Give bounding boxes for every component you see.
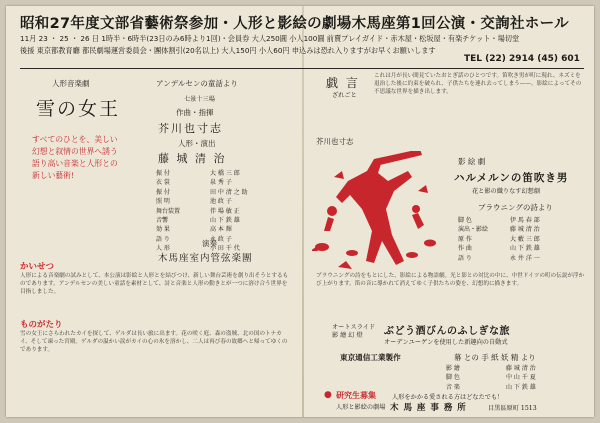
- office-address: 目黒區原町 1513: [488, 405, 537, 412]
- recruit-text: 人形をかかる愛される方はどなたでも！: [392, 394, 504, 401]
- main-title: 昭和27年度文部省藝術祭参加・人形と影絵の劇場木馬座第1回公演・交詢社ホール: [20, 16, 569, 32]
- cast-row: 照 明 池 政 子: [156, 198, 232, 206]
- browning-source: ブラウニングの詩より: [478, 203, 553, 212]
- slide-title: ぶどう酒びんのふしぎな旅: [384, 326, 510, 337]
- cast-row: 作 曲 山 下 鉄 雄: [458, 245, 540, 253]
- recruit-sub: 人形と影絵の劇場: [336, 404, 386, 411]
- orchestra-name: 木馬座室内管弦楽團: [158, 253, 253, 264]
- subtitle-top: 人形音楽劇: [52, 79, 90, 88]
- credit-row: 音 楽 山 下 鉄 雄: [446, 383, 536, 391]
- piper-silhouette-illustration: [312, 151, 442, 271]
- cast-row: 語 り 永 政 子: [156, 235, 232, 243]
- kaisetsu-text: 人形による音楽劇の試みとして、本公演は影絵と人形とを結びつけ、新しい舞台芸術を創り出そうとするものであります。アンデルセンの美しい童話を素材として、詩と音楽と人形の動きとが一つに溶け合う世界を目指しました。: [20, 273, 289, 295]
- section-monogatari: ものがたり: [20, 320, 63, 330]
- writer-name: 芥川也寸志: [158, 122, 223, 135]
- gikyoku-author: 芥川也寸志: [316, 137, 354, 146]
- kagee-subtitle: 花と影の織りなす幻想劇: [472, 188, 541, 195]
- cast-row: 振 付 大 橋 三 郎: [156, 170, 240, 177]
- director-role: 人形・演出: [178, 139, 216, 148]
- writer-role: 作曲・指揮: [176, 108, 214, 117]
- cast-row: 演出・影絵 藤 城 清 治: [458, 226, 540, 234]
- kagee-text: ブラウニングの詩をもとにした、影絵による物語劇。光と影との対比の中に、中世ドイツの町の伝説が浮かび上がります。笛の音に導かれて消えてゆく子供たちの姿を、幻想的に描きます。: [316, 273, 585, 287]
- cast-row: 振 付 田 中 清 之 助: [156, 188, 248, 196]
- credit-row: 影 繪 藤 城 清 治: [446, 365, 536, 372]
- orchestra-role: 演奏: [202, 239, 217, 248]
- cast-row: 原 作 大 藪 三 郎: [458, 235, 540, 243]
- adaptation-sub: 七景十三場: [184, 96, 215, 103]
- cast-row: 舞台装置 伴 場 敏 正: [156, 207, 240, 215]
- gikyoku-text: これは月が長い間見ていたおとぎ話のひとつです。笛吹き男が町に現れ、ネズミを退治した後に約束を破られ、子供たちを連れ去ってしまう——。影絵によってその不思議な世界を描き出します。: [374, 73, 582, 95]
- schedule-line: 11月 23 ・ 25 ・ 26 日 1時半・6時半(23日のみ6時より1回)・会員券 大人250圓 小人100圓 前賣プレイガイド・赤木屋・松坂屋・有楽チケット・場切堂: [20, 34, 520, 43]
- kagee-title: ハルメルンの笛吹き男: [454, 172, 569, 184]
- cast-row: 人 形 小 田 千 代: [156, 245, 240, 253]
- cast-row: 効 果 高 本 輝: [156, 226, 232, 234]
- cast-row: 語 り 永 井 洋 一: [458, 254, 540, 262]
- office-name: 木 馬 座 事 務 所: [390, 403, 467, 413]
- cast-row: 脚 色 伊 馬 春 部: [458, 217, 540, 224]
- company-sub: 幕 との 手 紙 妖 精 より: [454, 353, 536, 362]
- play-title: 雪の女王: [36, 98, 121, 120]
- kagee-label: 影 絵 劇: [458, 157, 486, 166]
- recruit-label: 研究生募集: [336, 390, 376, 400]
- sponsor-line: 後援 東京都教育廳 都民劇場運営委員会・團体割引(20名以上) 大人150円 小人60円 申込みは恐れ入りますがお早くお願いします: [20, 46, 436, 55]
- andersen-source: アンデルセンの童話より: [156, 79, 238, 88]
- director-name: 藤 城 清 治: [158, 152, 227, 165]
- gikyoku-title: 戯 言: [326, 76, 360, 90]
- slide-note: オーデンユーゲンを使用した新趣向の自動式: [384, 339, 508, 346]
- credit-row: 脚 色 中 山 千 夏: [446, 374, 536, 382]
- monogatari-text: 雪の女王にさらわれたカイを探して、ゲルダは長い旅に出ます。花の咲く庭、森の盗賊、北の国のトナカイ、そして凍った宮殿。ゲルダの温かい涙がカイの心の氷を溶かし、二人は再び春の故郷へと帰ってゆくのであります。: [20, 331, 288, 353]
- cast-row: 音響 山 下 鉄 雄: [156, 217, 240, 224]
- header-rule: [20, 68, 584, 69]
- section-kaisetsu: かいせつ: [20, 262, 55, 272]
- recruit-dot-icon: ●: [324, 390, 332, 400]
- company-name: 東京通信工業製作: [340, 353, 401, 362]
- program-sheet: [6, 6, 594, 417]
- tel-number: TEL (22) 2914 (45) 601: [464, 54, 580, 64]
- slide-pre: オートスライド: [332, 324, 376, 331]
- cast-row: 衣 裳 泉 秀 子: [156, 179, 232, 187]
- tagline: すべてのひとを、美しい幻想と叙情の世界へ誘う語り高い音楽と人形との新しい藝術!: [32, 135, 118, 180]
- gikyoku-ruby: ざれごと: [332, 92, 357, 99]
- slide-sub: 影 繪 幻 燈: [332, 332, 363, 339]
